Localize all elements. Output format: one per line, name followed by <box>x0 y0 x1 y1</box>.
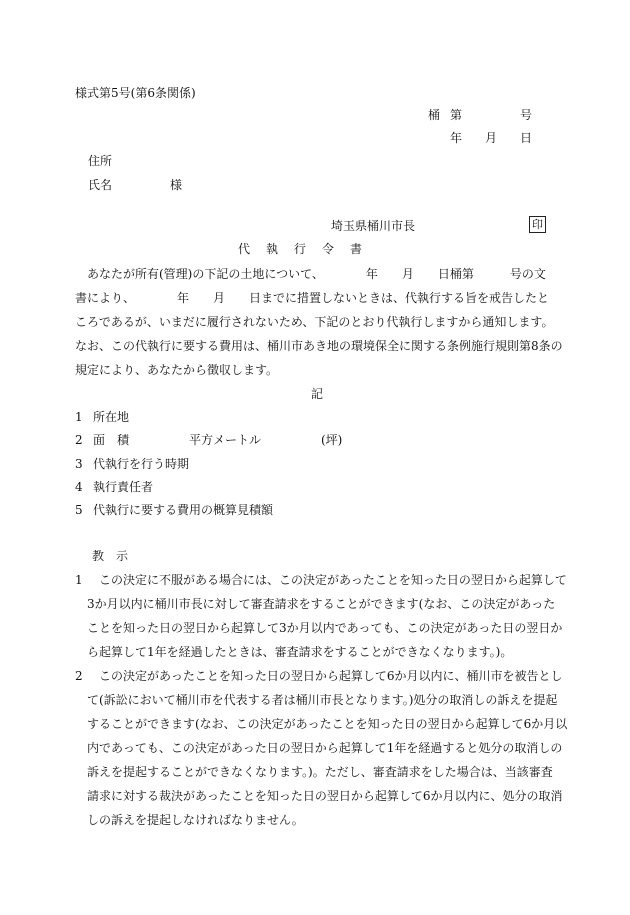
body-line: ころであるが、いまだに履行されないため、下記のとおり代執行しますから通知します。 <box>75 315 554 329</box>
form-number: 様式第5号(第6条関係) <box>75 86 196 100</box>
seal-mark: 印 <box>529 216 546 233</box>
honorific: 様 <box>170 178 183 192</box>
body-line: なお、この代執行に要する費用は、桶川市あき地の環境保全に関する条例施行規則第8条の <box>75 339 563 353</box>
date-day: 日 <box>520 131 533 145</box>
body-line: 書により、 年 月 日までに措置しないときは、代執行する旨を戒告したと <box>75 291 550 305</box>
date-month: 月 <box>485 131 498 145</box>
notice-item: 2 この決定があったことを知った日の翌日から起算して6か月以内に、桶川市を被告とし て(訴訟において桶川市を代表する者は桶川市長となります。)処分の取消しの訴えを提起 することができます(なお、この決定があったことを知った日の翌日から起算して6か月以 内であっても、この決定があった日の翌日から起算して1年を経過すると処分の取消しの 訴えを提起することができなくなります。)。ただし、審査請求をした場合は、当該審査 請求に対する裁決があったことを知った日の翌日から起算して6か月以内に、処分の取消 しの訴えを提起しなければなりません。 <box>75 669 568 827</box>
ref-suffix: 号 <box>520 108 533 122</box>
notice-heading: 教 示 <box>92 549 129 563</box>
ki-marker: 記 <box>311 387 324 401</box>
notice-item: 1 この決定に不服がある場合には、この決定があったことを知った日の翌日から起算して 3か月以内に桶川市長に対して審査請求をすることができます(なお、この決定があった ことを知った日の翌日から起算して3か月以内であっても、この決定があった日の翌日か ら起算して1年を経過したときは、審査請求をすることができなくなります。)。 <box>75 573 567 659</box>
list-item: 1 所在地 <box>75 410 130 424</box>
list-item: 5 代執行に要する費用の概算見積額 <box>75 503 274 517</box>
list-item: 3 代執行を行う時期 <box>75 457 190 471</box>
date-year: 年 <box>450 131 463 145</box>
notice-list <box>75 568 567 832</box>
list-item: 4 執行責任者 <box>75 480 154 494</box>
body-line: 規定により、あなたから徴収します。 <box>75 363 279 377</box>
list-item: 2 面 積 平方メートル (坪) <box>75 433 343 447</box>
name-label: 氏名 <box>88 178 113 192</box>
ref-mid: 第 <box>450 108 463 122</box>
issuer-name: 埼玉県桶川市長 <box>331 219 416 233</box>
body-paragraph <box>75 262 563 382</box>
address-label: 住所 <box>88 154 113 168</box>
document-title: 代 執 行 令 書 <box>238 242 365 256</box>
body-line: あなたが所有(管理)の下記の土地について、 年 月 日桶第 号の文 <box>75 267 546 281</box>
ref-prefix: 桶 <box>428 108 441 122</box>
